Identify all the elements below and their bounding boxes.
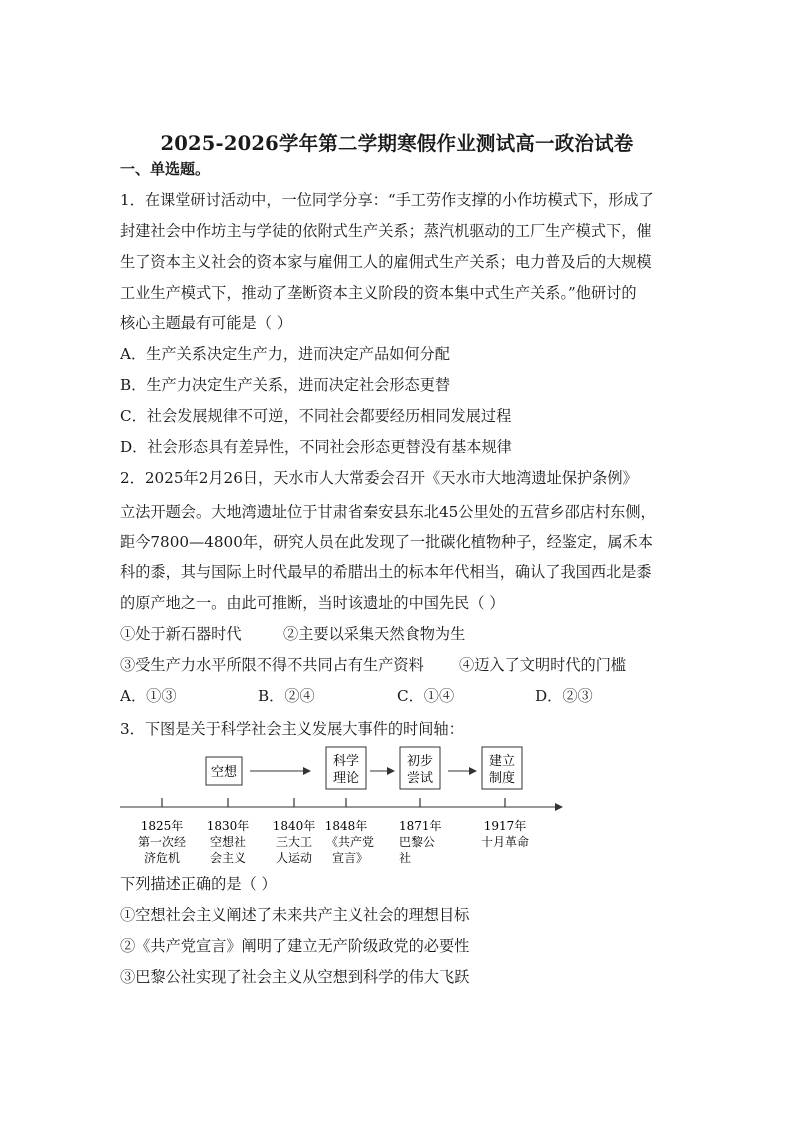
- question-text-line: 核心主题最有可能是（ ）: [120, 314, 292, 332]
- question-text-line: 工业生产模式下，推动了垄断资本主义阶段的资本集中式生产关系。”他研讨的: [120, 284, 637, 302]
- timeline-box-label: 初步: [406, 754, 434, 769]
- question-text-line: 的原产地之一。由此可推断，当时该遗址的中国先民（ ）: [120, 594, 505, 612]
- timeline-box-label: 制度: [488, 771, 516, 786]
- event-label: 三大工: [275, 835, 313, 849]
- option-b: B．生产力决定生产关系，进而决定社会形态更替: [120, 376, 451, 394]
- event-1830: [207, 818, 250, 865]
- timeline-diagram: [0, 742, 794, 872]
- statement-2: ②《共产党宣言》阐明了建立无产阶级政党的必要性: [120, 937, 470, 955]
- option-a: A．生产关系决定生产力，进而决定产品如何分配: [120, 345, 450, 363]
- question-text-line: 距今7800—4800年，研究人员在此发现了一批碳化植物种子，经鉴定，属禾本: [120, 533, 653, 551]
- event-1840: [273, 818, 316, 865]
- question-text-line: 封建社会中作坊主与学徒的依附式生产关系；蒸汽机驱动的工厂生产模式下，催: [120, 222, 652, 240]
- statement-1: ①处于新石器时代: [120, 625, 242, 643]
- option-c: C．社会发展规律不可逆，不同社会都要经历相同发展过程: [120, 407, 512, 425]
- timeline-box-label: 科学: [332, 754, 360, 769]
- event-label: 济危机: [143, 851, 181, 865]
- event-label: 人运动: [275, 851, 313, 865]
- event-label: 宣言》: [331, 851, 369, 865]
- timeline-box-label: 理论: [332, 771, 360, 786]
- section-heading: 一、单选题。: [120, 160, 211, 178]
- choice-c: C．①④: [397, 687, 455, 705]
- choice-d: D．②③: [535, 687, 593, 705]
- event-1848: [325, 818, 374, 865]
- question-prompt: 下列描述正确的是（ ）: [120, 875, 277, 893]
- statement-1: ①空想社会主义阐述了未来共产主义社会的理想目标: [120, 906, 470, 924]
- timeline-box-label: 空想: [210, 765, 238, 780]
- question-text-line: 立法开题会。大地湾遗址位于甘肃省秦安县东北45公里处的五营乡邵店村东侧，: [120, 503, 656, 521]
- statement-4: ④迈入了文明时代的门槛: [459, 656, 627, 674]
- option-d: D．社会形态具有差异性，不同社会形态更替没有基本规律: [120, 438, 512, 456]
- statement-3: ③巴黎公社实现了社会主义从空想到科学的伟大飞跃: [120, 968, 470, 986]
- choice-b: B．②④: [258, 687, 315, 705]
- event-label: 1825年: [140, 819, 184, 833]
- event-1917: [481, 818, 529, 849]
- event-label: 《共产党: [325, 835, 375, 849]
- page-title: 2025-2026学年第二学期寒假作业测试高一政治试卷: [160, 132, 634, 155]
- statement-2: ②主要以采集天然食物为生: [283, 625, 466, 643]
- question-text-line: 2．2025年2月26日，天水市人大常委会召开《天水市大地湾遗址保护条例》: [120, 469, 638, 487]
- question-text-line: 1．在课堂研讨活动中，一位同学分享：“手工劳作支撑的小作坊模式下，形成了: [120, 191, 654, 209]
- timeline-box-label: 尝试: [406, 771, 434, 786]
- event-label: 1848年: [324, 819, 368, 833]
- question-text-line: 科的黍，其与国际上时代最早的希腊出土的标本年代相当，确认了我国西北是黍: [120, 563, 652, 581]
- choice-a: A．①③: [120, 687, 177, 705]
- event-label: 会主义: [209, 851, 247, 865]
- event-1871: [399, 818, 442, 865]
- event-label: 第一次经: [137, 835, 187, 849]
- event-1825: [138, 818, 186, 865]
- event-label: 空想社: [209, 835, 247, 849]
- statement-3: ③受生产力水平所限不得不共同占有生产资料: [120, 656, 424, 674]
- event-label: 1871年: [399, 819, 442, 833]
- event-label: 十月革命: [480, 835, 530, 849]
- event-label: 1830年: [206, 819, 250, 833]
- event-label: 社: [399, 851, 412, 865]
- event-label: 1917年: [483, 819, 527, 833]
- question-text-line: 3．下图是关于科学社会主义发展大事件的时间轴：: [120, 720, 464, 738]
- event-label: 1840年: [272, 819, 316, 833]
- event-label: 巴黎公: [399, 835, 436, 849]
- question-text-line: 生了资本主义社会的资本家与雇佣工人的雇佣式生产关系；电力普及后的大规模: [120, 253, 652, 271]
- timeline-box-label: 建立: [488, 754, 516, 769]
